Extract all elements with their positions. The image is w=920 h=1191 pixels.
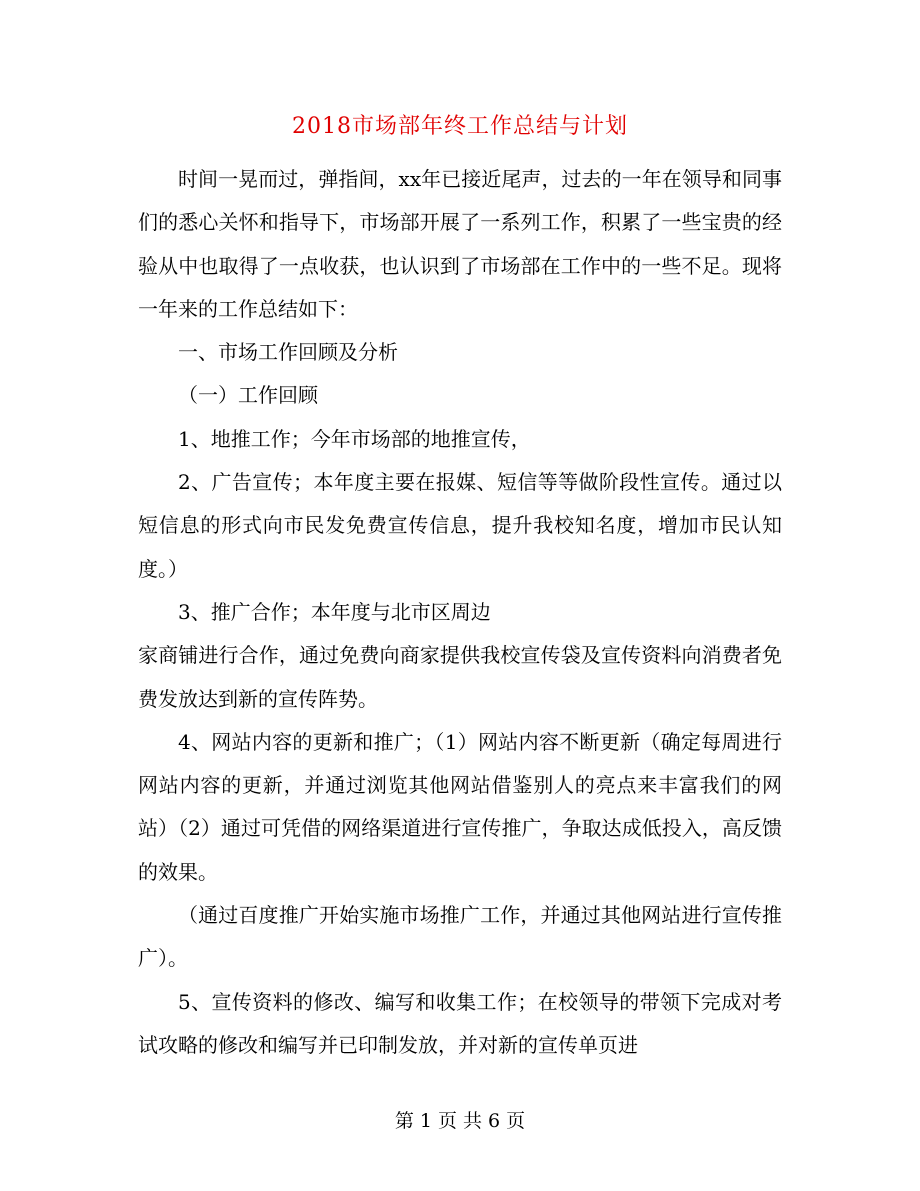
- paragraph-advertising: 2、广告宣传；本年度主要在报媒、短信等等做阶段性宣传。通过以短信息的形式向市民发免费宣传信息，提升我校知名度，增加市民认知度。）: [138, 470, 782, 581]
- subsection-heading-work-review: （一）工作回顾: [178, 383, 318, 408]
- page-footer: 第 1 页 共 6 页: [394, 1110, 526, 1132]
- paragraph-partnership: 3、推广合作；本年度与北市区周边: [178, 599, 491, 624]
- paragraph-materials: 5、宣传资料的修改、编写和收集工作；在校领导的带领下完成对考试攻略的修改和编写并已印制发放，并对新的宣传单页进: [138, 989, 782, 1057]
- document-title: 2018市场部年终工作总结与计划: [292, 114, 628, 139]
- paragraph-intro: 时间一晃而过，弹指间，xx年已接近尾声，过去的一年在领导和同事们的悉心关怀和指导下，市场部开展了一系列工作，积累了一些宝贵的经验从中也取得了一点收获，也认识到了市场部在工作中的一些不足。现将一年来的工作总结如下：: [138, 167, 782, 321]
- paragraph-baidu-promotion: （通过百度推广开始实施市场推广工作，并通过其他网站进行宣传推广）。: [138, 903, 782, 971]
- document-body: [138, 158, 782, 1067]
- paragraph-website: 4、网站内容的更新和推广；（1）网站内容不断更新（确定每周进行网站内容的更新，并通过浏览其他网站借鉴别人的亮点来丰富我们的网站）（2）通过可凭借的网络渠道进行宣传推广，争取达成低投入，高反馈的效果。: [138, 729, 782, 884]
- paragraph-ground-promotion: 1、地推工作；今年市场部的地推宣传，: [178, 426, 531, 451]
- section-heading-market-review: 一、市场工作回顾及分析: [178, 340, 398, 365]
- paragraph-partnership-continued: 家商铺进行合作，通过免费向商家提供我校宣传袋及宣传资料向消费者免费发放达到新的宣传阵势。: [138, 643, 782, 711]
